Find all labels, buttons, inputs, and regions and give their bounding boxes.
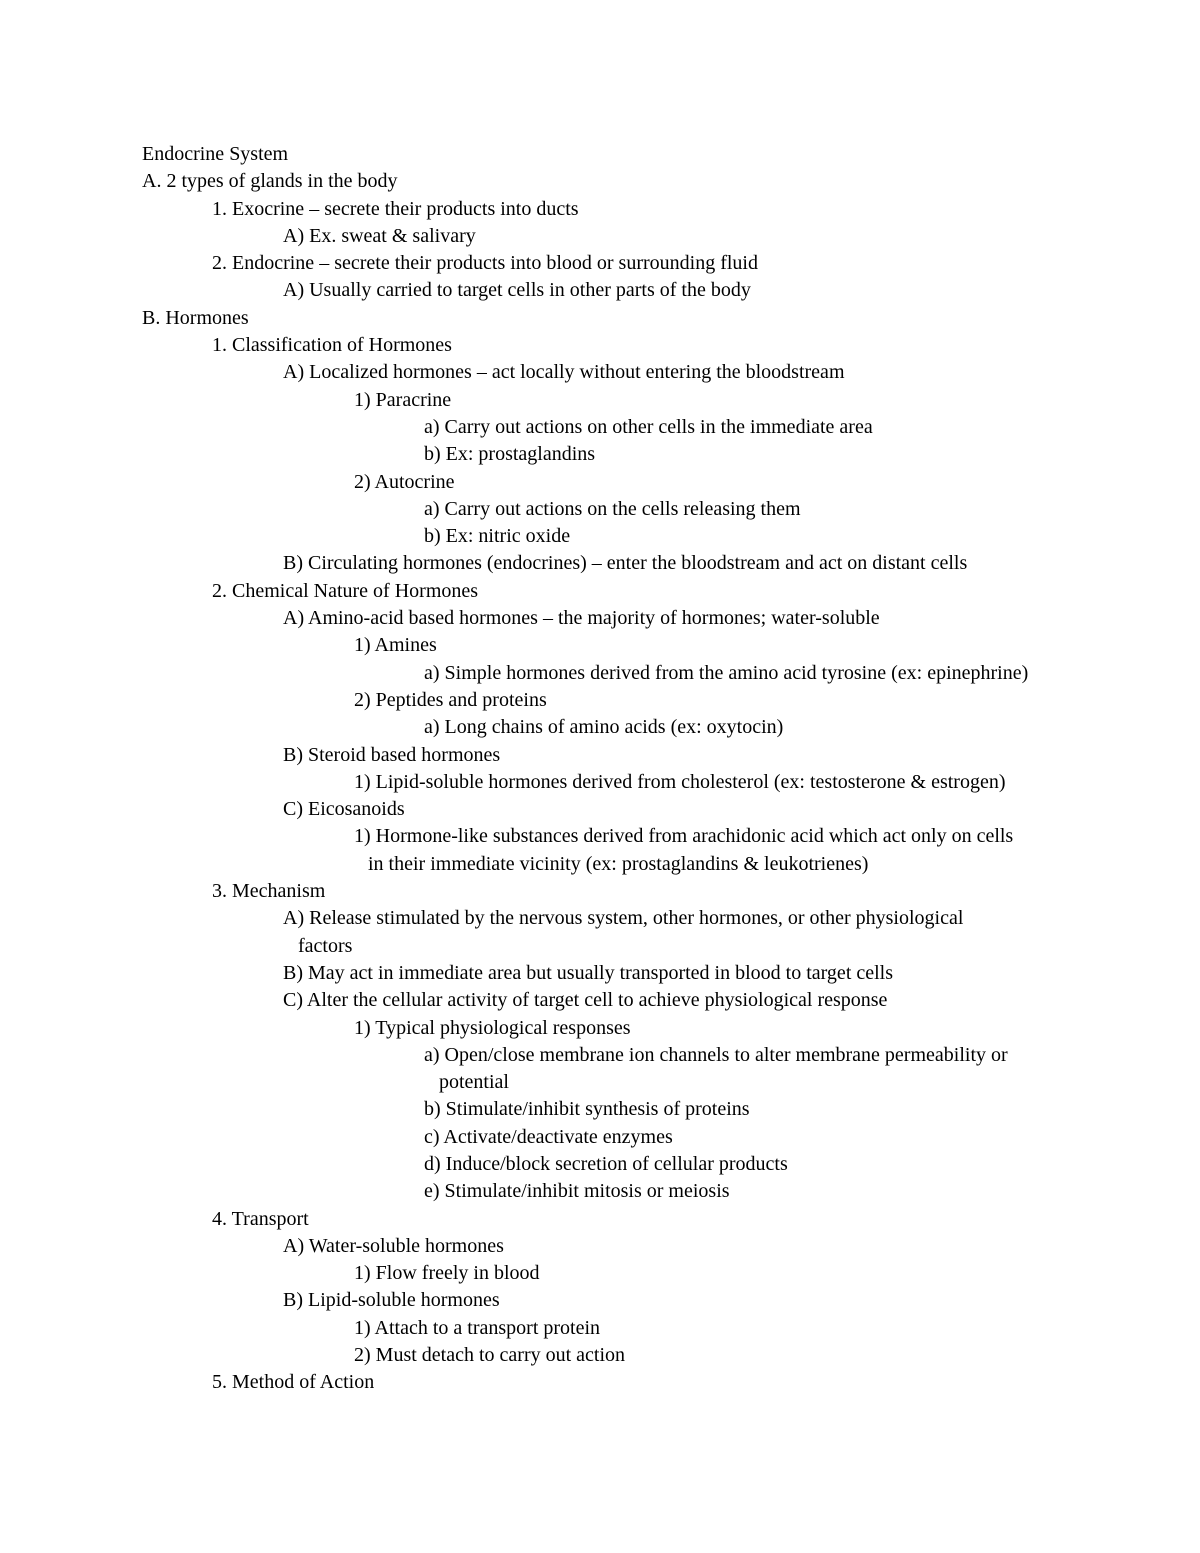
outline-line: 2) Autocrine: [354, 470, 455, 493]
outline-line-continuation: in their immediate vicinity (ex: prostaglandins & leukotrienes): [368, 852, 869, 875]
outline-line: A) Water-soluble hormones: [283, 1234, 504, 1257]
outline-line: B. Hormones: [142, 306, 249, 329]
outline-line: A. 2 types of glands in the body: [142, 170, 398, 193]
outline-line-continuation: potential: [439, 1071, 509, 1094]
outline-line: B) May act in immediate area but usually transported in blood to target cells: [283, 961, 894, 984]
outline-line: B) Steroid based hormones: [283, 743, 501, 766]
outline-line: 1) Lipid-soluble hormones derived from cholesterol (ex: testosterone & estrogen): [354, 770, 1006, 793]
outline-line: a) Carry out actions on other cells in the immediate area: [424, 415, 873, 438]
outline-line: 2) Peptides and proteins: [354, 688, 547, 711]
outline-line: c) Activate/deactivate enzymes: [424, 1125, 673, 1148]
outline-line: C) Eicosanoids: [283, 798, 405, 821]
outline-line: 1. Exocrine – secrete their products into ducts: [212, 197, 579, 220]
outline-line: 1) Hormone-like substances derived from arachidonic acid which act only on cells: [354, 825, 1014, 848]
outline-line: 1) Typical physiological responses: [354, 1016, 631, 1039]
outline-line-continuation: factors: [298, 934, 353, 957]
outline-line: 1) Paracrine: [354, 388, 452, 411]
outline-line: A) Ex. sweat & salivary: [283, 224, 476, 247]
outline-line: 1) Flow freely in blood: [354, 1262, 540, 1285]
outline-line: 2. Endocrine – secrete their products into blood or surrounding fluid: [212, 252, 758, 275]
notes-outline: [0, 141, 1200, 1397]
outline-line: a) Long chains of amino acids (ex: oxytocin): [424, 716, 784, 739]
outline-line: b) Ex: prostaglandins: [424, 443, 596, 466]
outline-line: 2. Chemical Nature of Hormones: [212, 579, 479, 602]
outline-line: b) Ex: nitric oxide: [424, 525, 571, 548]
outline-line: A) Usually carried to target cells in other parts of the body: [283, 279, 751, 302]
outline-line: A) Amino-acid based hormones – the majority of hormones; water-soluble: [283, 607, 880, 630]
outline-line: d) Induce/block secretion of cellular products: [424, 1152, 788, 1175]
outline-line: A) Localized hormones – act locally without entering the bloodstream: [283, 361, 845, 384]
document-title: Endocrine System: [142, 143, 289, 165]
outline-line: a) Open/close membrane ion channels to alter membrane permeability or: [424, 1043, 1008, 1066]
outline-line: 4. Transport: [212, 1207, 309, 1230]
outline-line: B) Lipid-soluble hormones: [283, 1289, 500, 1312]
outline-line: 1) Attach to a transport protein: [354, 1316, 601, 1339]
outline-line: a) Carry out actions on the cells releasing them: [424, 497, 801, 520]
outline-line: 1) Amines: [354, 634, 437, 657]
outline-line: 5. Method of Action: [212, 1371, 375, 1394]
outline-line: 1. Classification of Hormones: [212, 334, 452, 357]
outline-line: 2) Must detach to carry out action: [354, 1344, 626, 1367]
outline-line: C) Alter the cellular activity of target cell to achieve physiological response: [283, 989, 888, 1012]
outline-line: b) Stimulate/inhibit synthesis of proteins: [424, 1098, 750, 1121]
outline-line: A) Release stimulated by the nervous system, other hormones, or other physiological: [283, 907, 964, 930]
outline-line: 3. Mechanism: [212, 880, 326, 903]
outline-line: a) Simple hormones derived from the amino acid tyrosine (ex: epinephrine): [424, 661, 1029, 684]
outline-line: B) Circulating hormones (endocrines) – enter the bloodstream and act on distant cells: [283, 552, 968, 575]
outline-line: e) Stimulate/inhibit mitosis or meiosis: [424, 1180, 730, 1203]
